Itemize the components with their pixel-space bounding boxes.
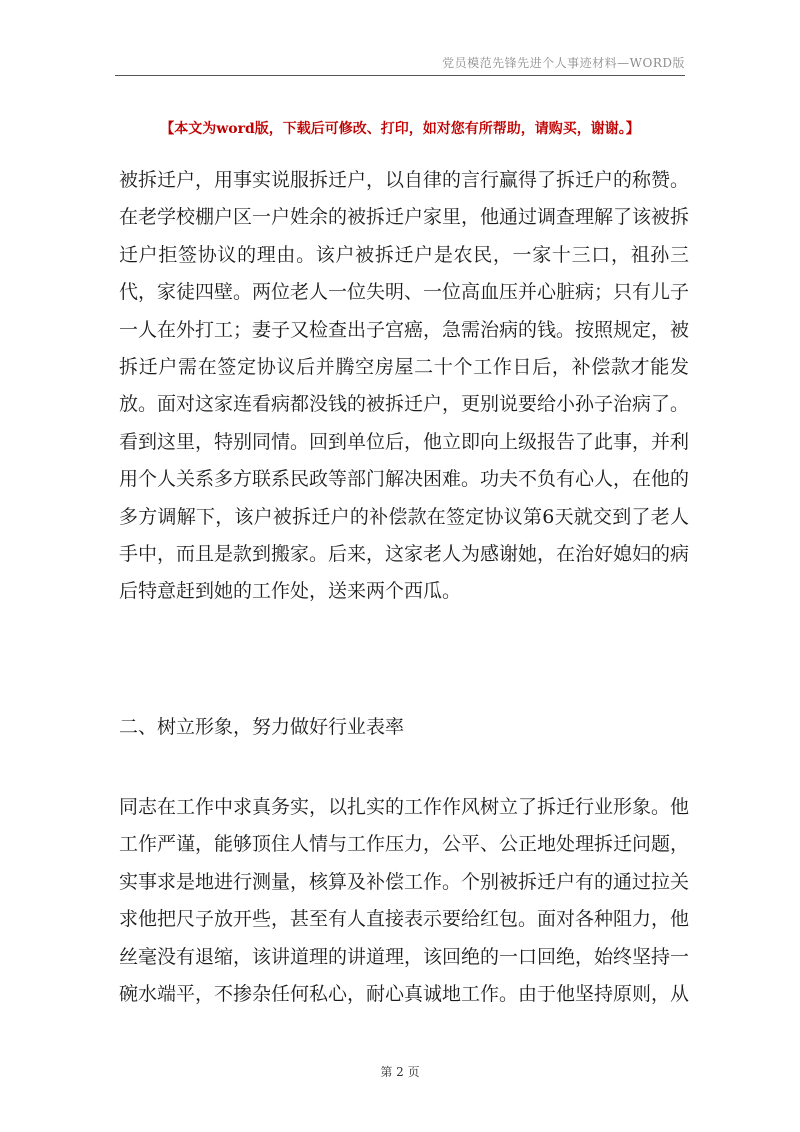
page-number: 第 2 页 — [380, 1065, 420, 1079]
paragraph-2: 同志在工作中求真务实，以扎实的工作作风树立了拆迁行业形象。他工作严谨，能够顶住人情与工作压力，公平、公正地处理拆迁问题，实事求是地进行测量，核算及补偿工作。个别被拆迁户有的通过拉关求他把尺子放开些，甚至有人直接表示要给红包。面对各种阻力，他丝毫没有退缩，该讲道理的讲道理，该回绝的一口回绝，始终坚持一碗水端平，不掺杂任何私心，耐心真诚地工作。由于他坚持原则，从 — [119, 796, 690, 1006]
page-header — [115, 50, 685, 76]
header-title: 党员模范先锋先进个人事迹材料—WORD版 — [442, 56, 685, 70]
body-section-1 — [119, 162, 689, 611]
body-section-2 — [119, 789, 689, 1013]
section-heading: 二、树立形象，努力做好行业表率 — [119, 716, 405, 738]
paragraph-1: 被拆迁户，用事实说服拆迁户，以自律的言行赢得了拆迁户的称赞。在老学校棚户区一户姓余的被拆迁户家里，他通过调查理解了该被拆迁户拒签协议的理由。该户被拆迁户是农民，一家十三口，祖孙三代，家徒四壁。两位老人一位失明、一位高血压并心脏病；只有儿子一人在外打工；妻子又检查出子宫癌，急需治病的钱。按照规定，被拆迁户需在签定协议后并腾空房屋二十个工作日后，补偿款才能发放。面对这家连看病都没钱的被拆迁户，更别说要给小孙子治病了。看到这里，特别同情。回到单位后，他立即向上级报告了此事，并利用个人关系多方联系民政等部门解决困难。功夫不负有心人，在他的多方调解下，该户被拆迁户的补偿款在签定协议第6天就交到了老人手中，而且是款到搬家。后来，这家老人为感谢她，在治好媳妇的病后特意赶到她的工作处，送来两个西瓜。 — [119, 169, 690, 603]
download-notice: 【本文为word版，下载后可修改、打印，如对您有所帮助，请购买，谢谢。】 — [160, 121, 640, 137]
header-divider — [115, 75, 685, 76]
